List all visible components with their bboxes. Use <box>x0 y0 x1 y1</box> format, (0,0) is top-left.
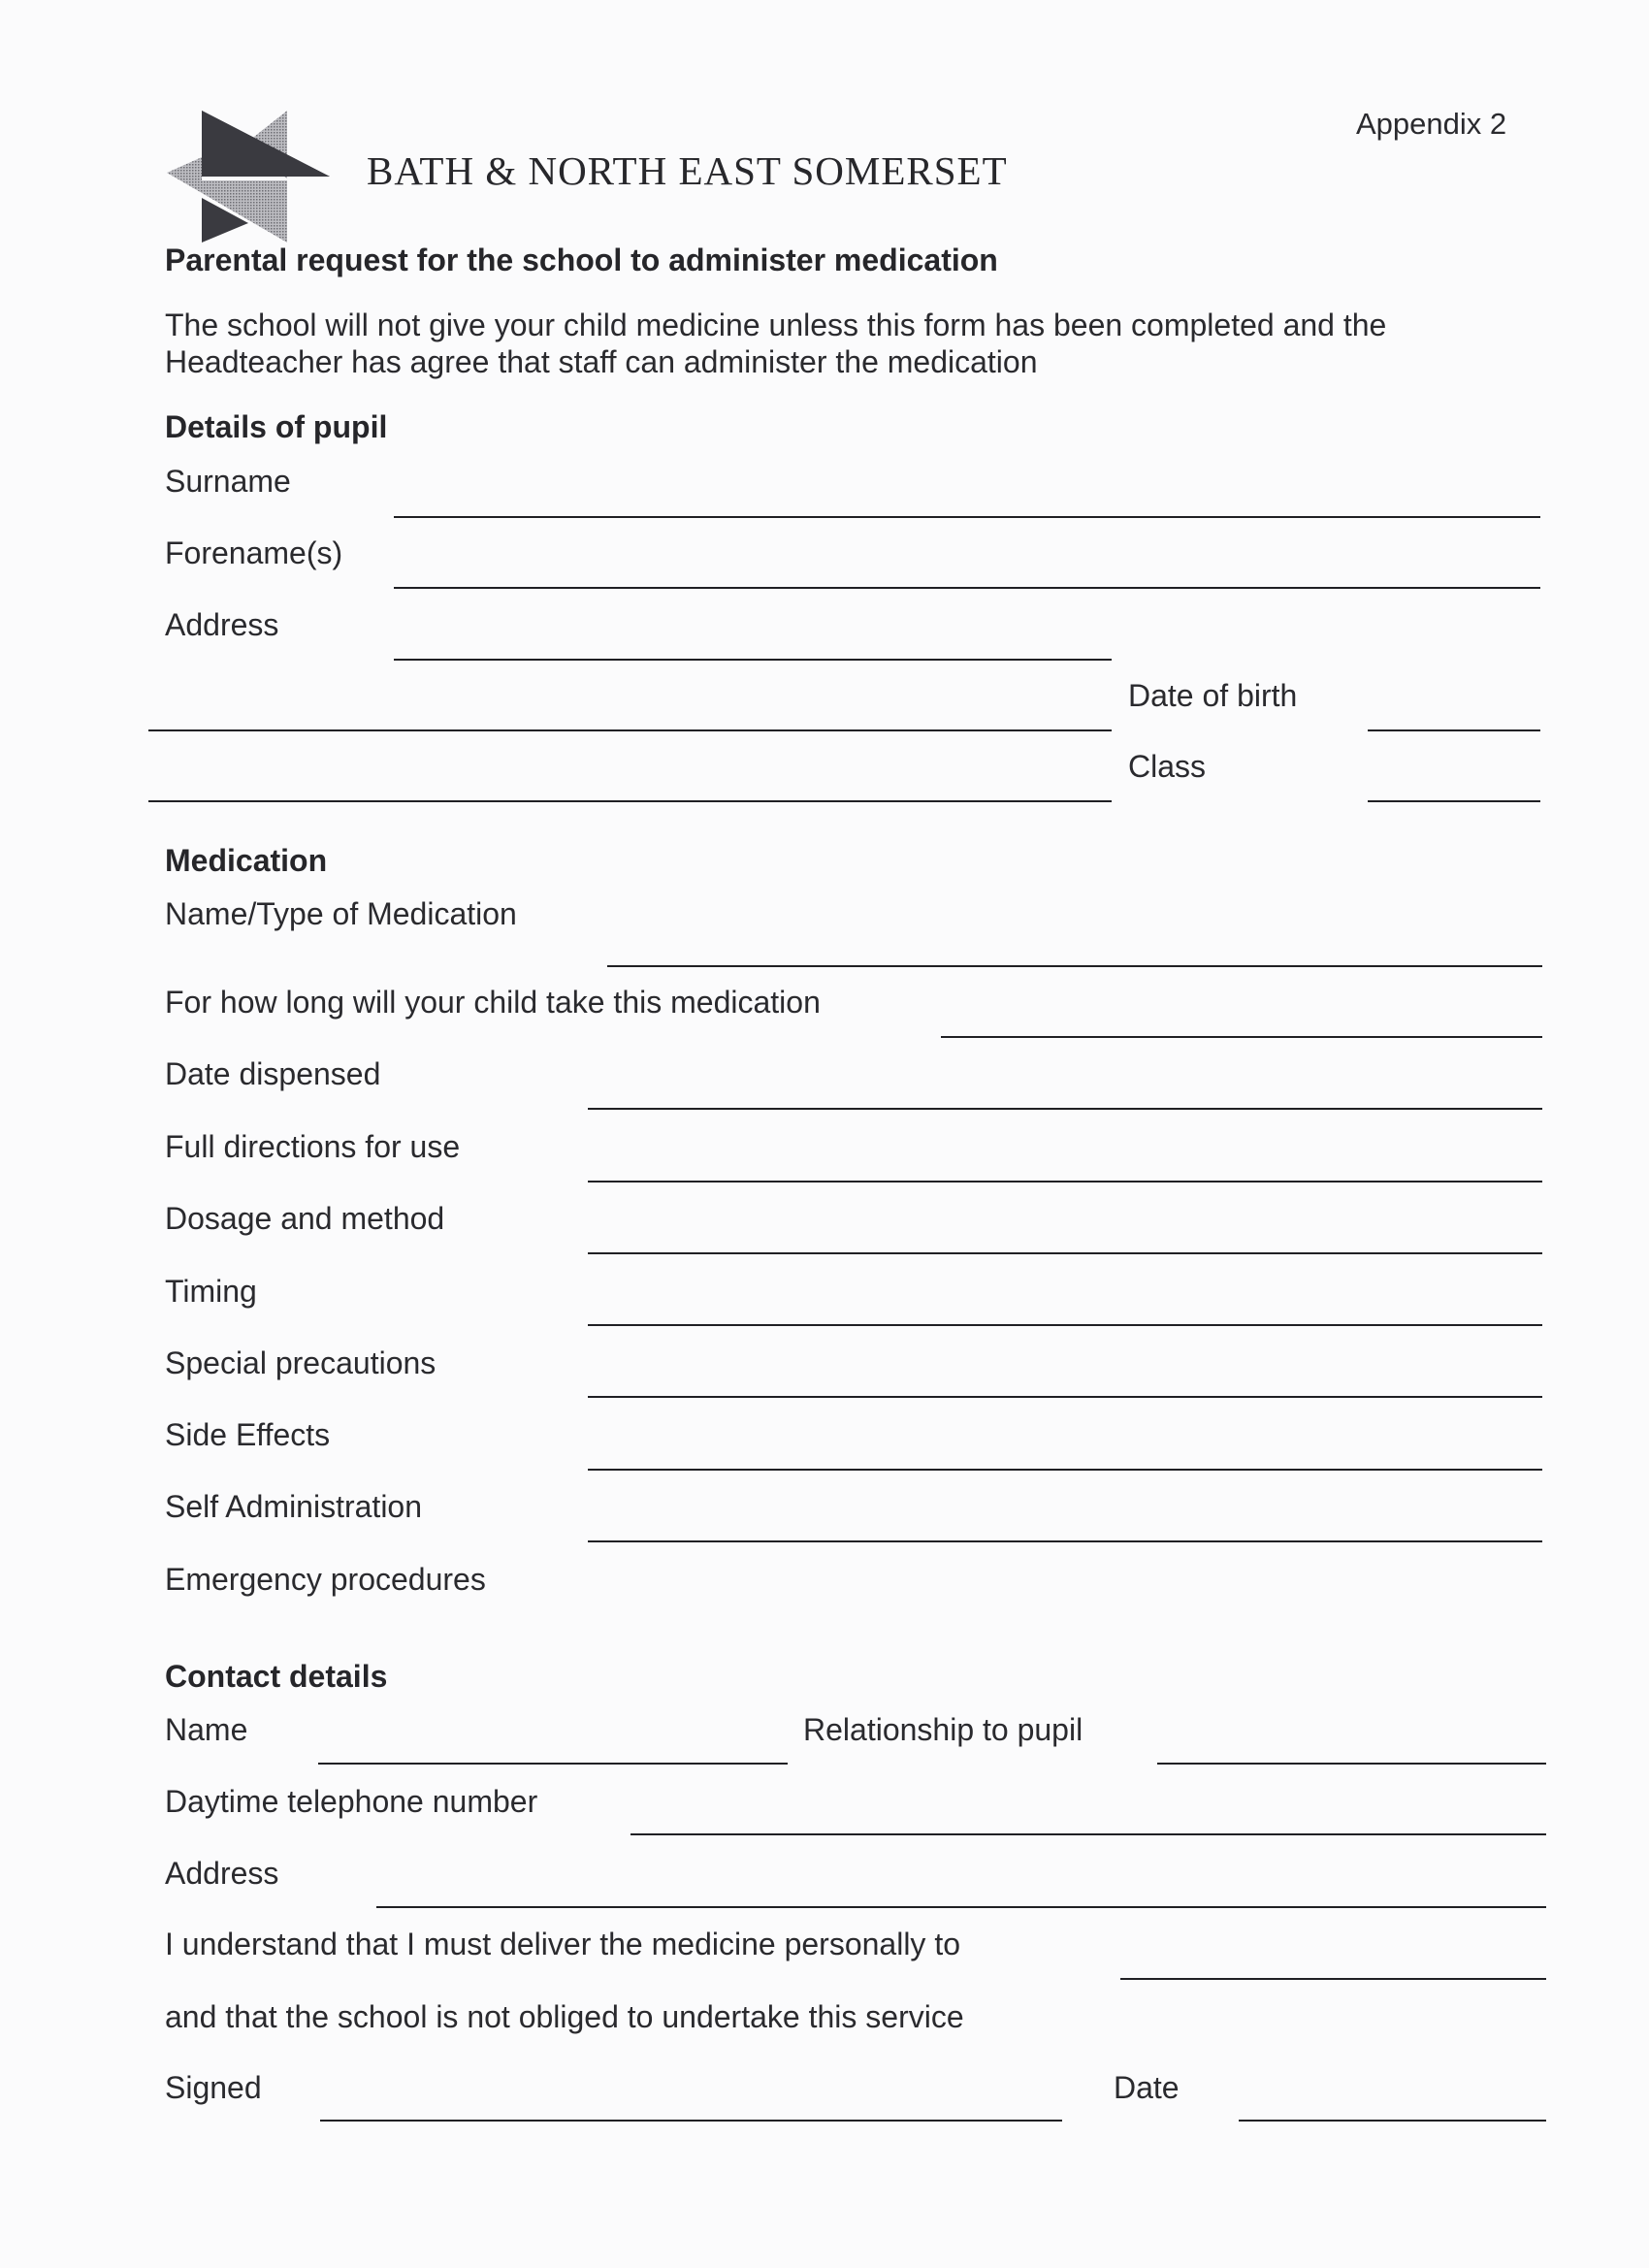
relationship-label: Relationship to pupil <box>803 1712 1083 1747</box>
contact-name-label: Name <box>165 1712 248 1747</box>
section-heading-contact: Contact details <box>165 1659 388 1694</box>
timing-field[interactable] <box>588 1295 1542 1324</box>
forenames-label: Forename(s) <box>165 535 343 570</box>
understand-text-1: I understand that I must deliver the medicine personally to <box>165 1927 960 1961</box>
precautions-line <box>588 1396 1542 1398</box>
dosage-field[interactable] <box>588 1223 1542 1252</box>
sign-date-field[interactable] <box>1239 2090 1546 2120</box>
medication-duration-label: For how long will your child take this medication <box>165 985 821 1020</box>
section-heading-medication: Medication <box>165 843 328 878</box>
medication-name-field[interactable] <box>607 936 1542 965</box>
dob-line <box>1368 729 1540 731</box>
intro-text: The school will not give your child medicine unless this form has been completed and the Headteacher has agree that staff can administer the medication <box>165 308 1387 379</box>
deliver-to-field[interactable] <box>1120 1949 1546 1978</box>
timing-label: Timing <box>165 1274 257 1309</box>
dosage-label: Dosage and method <box>165 1201 445 1236</box>
date-dispensed-field[interactable] <box>588 1079 1542 1108</box>
pupil-address-field-1[interactable] <box>394 630 1112 659</box>
phone-field[interactable] <box>630 1804 1546 1833</box>
phone-line <box>630 1833 1546 1835</box>
pupil-address-field-2[interactable] <box>148 700 1112 729</box>
date-dispensed-label: Date dispensed <box>165 1056 381 1091</box>
contact-address-field[interactable] <box>376 1877 1546 1906</box>
pupil-address-label: Address <box>165 607 279 642</box>
class-line <box>1368 800 1540 802</box>
contact-address-label: Address <box>165 1856 279 1891</box>
deliver-to-line <box>1120 1978 1546 1980</box>
dob-label: Date of birth <box>1128 678 1298 713</box>
self-administration-line <box>588 1540 1542 1542</box>
surname-label: Surname <box>165 464 291 499</box>
contact-name-line <box>318 1763 788 1765</box>
side-effects-label: Side Effects <box>165 1417 331 1452</box>
sign-date-label: Date <box>1114 2070 1180 2105</box>
forenames-line <box>394 587 1540 589</box>
self-administration-label: Self Administration <box>165 1489 423 1524</box>
class-field[interactable] <box>1368 771 1540 800</box>
class-label: Class <box>1128 749 1207 784</box>
pupil-address-line-3 <box>148 800 1112 802</box>
precautions-label: Special precautions <box>165 1345 436 1380</box>
directions-line <box>588 1181 1542 1183</box>
signed-label: Signed <box>165 2070 262 2105</box>
surname-line <box>394 516 1540 518</box>
pupil-address-line-2 <box>148 729 1112 731</box>
relationship-line <box>1157 1763 1546 1765</box>
signature-field[interactable] <box>320 2090 1062 2120</box>
form-title: Parental request for the school to administer medication <box>165 243 998 277</box>
medication-duration-line <box>941 1036 1542 1038</box>
side-effects-field[interactable] <box>588 1440 1542 1469</box>
contact-name-field[interactable] <box>318 1733 788 1763</box>
phone-label: Daytime telephone number <box>165 1784 538 1819</box>
medication-duration-field[interactable] <box>941 1007 1542 1036</box>
signature-line <box>320 2120 1062 2122</box>
precautions-field[interactable] <box>588 1367 1542 1396</box>
directions-label: Full directions for use <box>165 1129 461 1164</box>
emergency-procedures-label: Emergency procedures <box>165 1562 486 1597</box>
section-heading-pupil: Details of pupil <box>165 409 388 444</box>
understand-text-2: and that the school is not obliged to undertake this service <box>165 1999 964 2034</box>
bath-ne-somerset-logo-icon <box>163 103 334 244</box>
sign-date-line <box>1239 2120 1546 2122</box>
relationship-field[interactable] <box>1157 1733 1546 1763</box>
surname-field[interactable] <box>394 487 1540 516</box>
pupil-address-line-1 <box>394 659 1112 661</box>
self-administration-field[interactable] <box>588 1511 1542 1540</box>
dob-field[interactable] <box>1368 700 1540 729</box>
pupil-address-field-3[interactable] <box>148 771 1112 800</box>
directions-field[interactable] <box>588 1151 1542 1181</box>
date-dispensed-line <box>588 1108 1542 1110</box>
medication-name-line <box>607 965 1542 967</box>
forenames-field[interactable] <box>394 558 1540 587</box>
medication-name-label: Name/Type of Medication <box>165 896 517 931</box>
timing-line <box>588 1324 1542 1326</box>
organisation-name: BATH & NORTH EAST SOMERSET <box>367 148 1008 193</box>
appendix-label: Appendix 2 <box>1356 107 1507 141</box>
side-effects-line <box>588 1469 1542 1471</box>
contact-address-line <box>376 1906 1546 1908</box>
dosage-line <box>588 1252 1542 1254</box>
